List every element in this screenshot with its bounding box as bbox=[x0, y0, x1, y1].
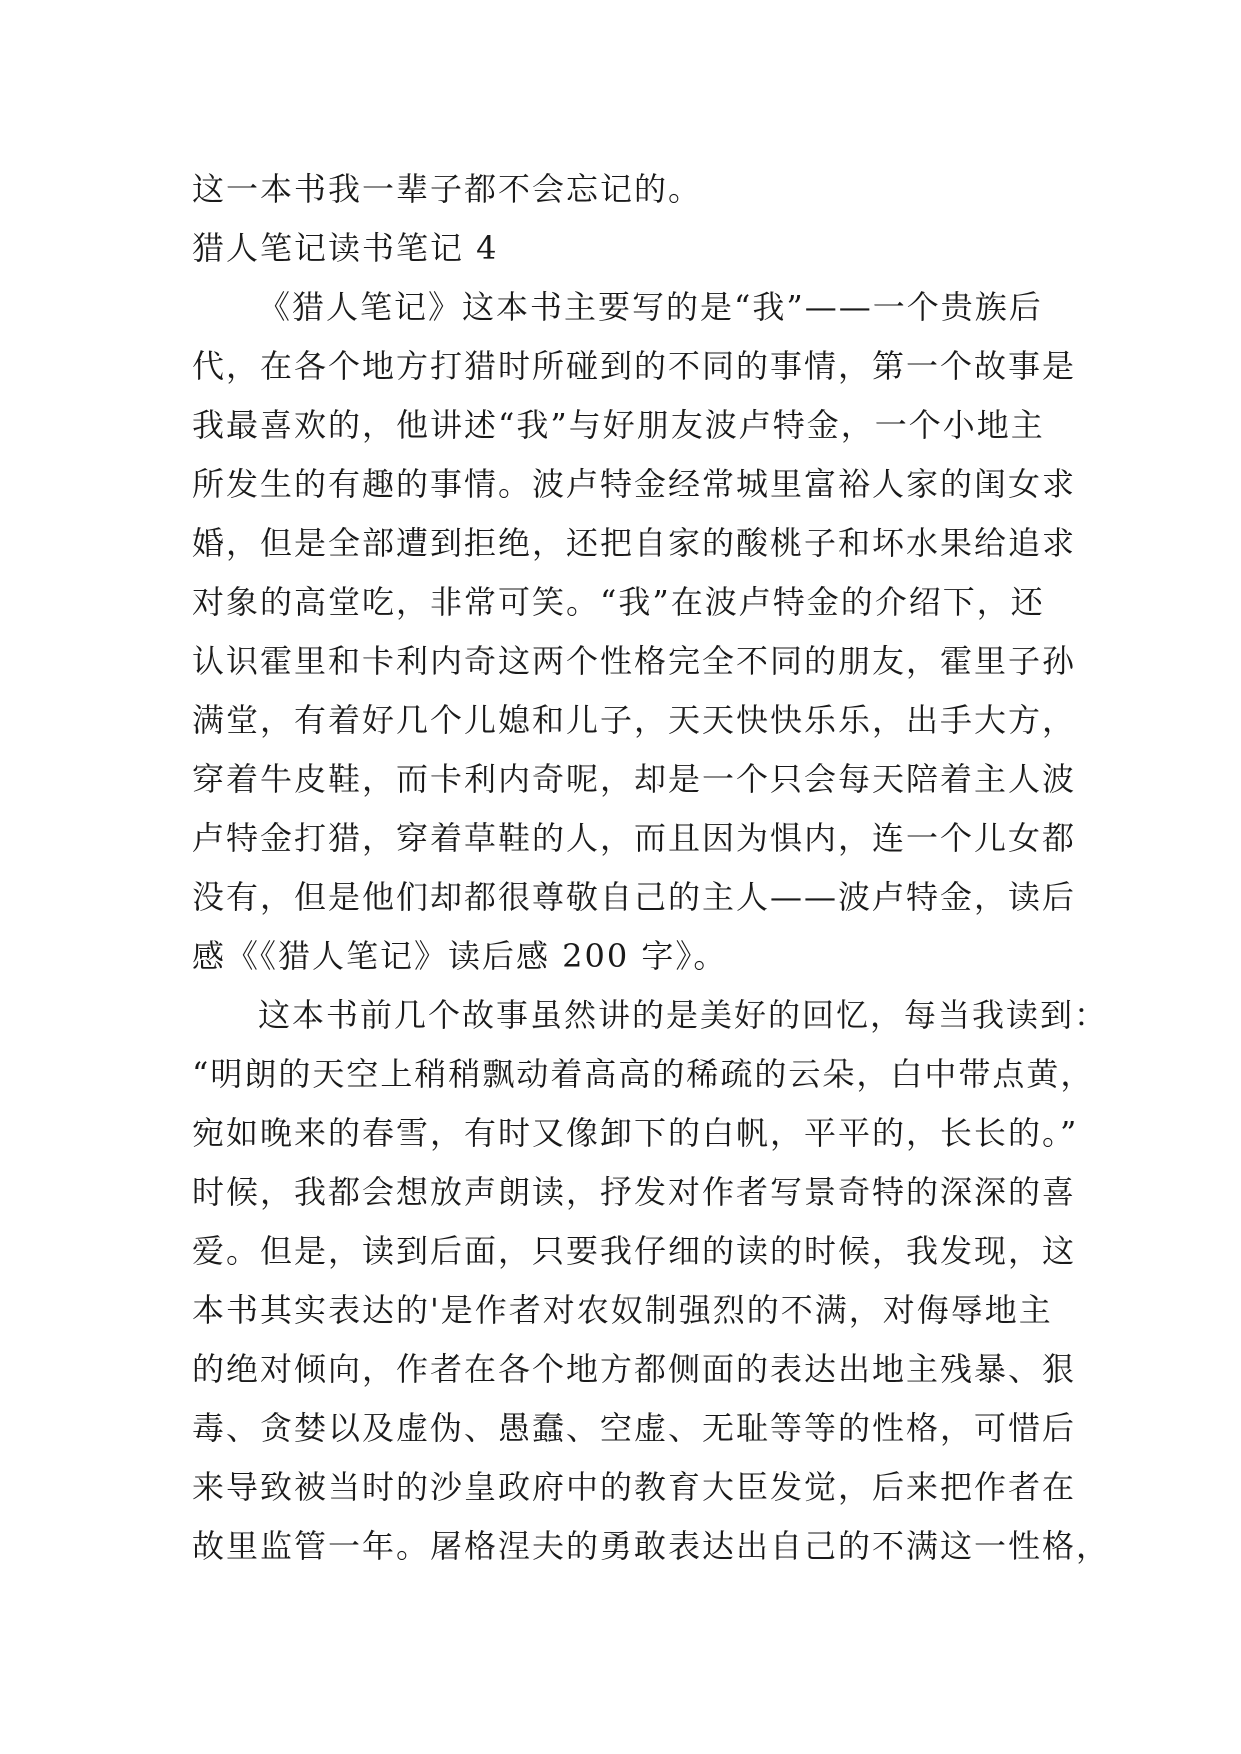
paragraph-first-line: 这本书前几个故事虽然讲的是美好的回忆，每当我读到： bbox=[258, 996, 1109, 1034]
text-line: 来导致被当时的沙皇政府中的教育大臣发觉，后来把作者在 bbox=[192, 1468, 1077, 1506]
text-line: 时候，我都会想放声朗读，抒发对作者写景奇特的深深的喜 bbox=[192, 1173, 1077, 1211]
text-line: 的绝对倾向，作者在各个地方都侧面的表达出地主残暴、狠 bbox=[192, 1350, 1077, 1388]
text-line: 宛如晚来的春雪，有时又像卸下的白帆，平平的，长长的。” bbox=[192, 1114, 1079, 1152]
text-line: 婚，但是全部遭到拒绝，还把自家的酸桃子和坏水果给追求 bbox=[192, 524, 1077, 562]
text-line: 认识霍里和卡利内奇这两个性格完全不同的朋友，霍里子孙 bbox=[192, 642, 1077, 680]
document-body bbox=[192, 160, 1111, 1576]
text-line: 这一本书我一辈子都不会忘记的。 bbox=[192, 170, 703, 208]
text-line: 满堂，有着好几个儿媳和儿子，天天快快乐乐，出手大方， bbox=[192, 701, 1077, 739]
paragraph-first-line: 《猎人笔记》这本书主要写的是“我”——一个贵族后 bbox=[258, 288, 1043, 326]
text-line: 爱。但是，读到后面，只要我仔细的读的时候，我发现，这 bbox=[192, 1232, 1077, 1270]
text-line: 代，在各个地方打猎时所碰到的不同的事情，第一个故事是 bbox=[192, 347, 1077, 385]
text-line: 穿着牛皮鞋，而卡利内奇呢，却是一个只会每天陪着主人波 bbox=[192, 760, 1077, 798]
text-line: 本书其实表达的'是作者对农奴制强烈的不满，对侮辱地主 bbox=[192, 1291, 1053, 1329]
text-line: 对象的高堂吃，非常可笑。“我”在波卢特金的介绍下，还 bbox=[192, 583, 1045, 621]
text-line: 毒、贪婪以及虚伪、愚蠢、空虚、无耻等等的性格，可惜后 bbox=[192, 1409, 1077, 1447]
section-heading: 猎人笔记读书笔记 4 bbox=[192, 229, 499, 267]
text-line: 故里监管一年。屠格涅夫的勇敢表达出自己的不满这一性格， bbox=[192, 1527, 1111, 1565]
text-line: “明朗的天空上稍稍飘动着高高的稀疏的云朵，白中带点黄， bbox=[192, 1055, 1095, 1093]
text-line: 我最喜欢的，他讲述“我”与好朋友波卢特金，一个小地主 bbox=[192, 406, 1045, 444]
text-line: 所发生的有趣的事情。波卢特金经常城里富裕人家的闺女求 bbox=[192, 465, 1077, 503]
text-line: 感《《猎人笔记》读后感 200 字》。 bbox=[192, 937, 728, 975]
text-line: 卢特金打猎，穿着草鞋的人，而且因为惧内，连一个儿女都 bbox=[192, 819, 1077, 857]
text-line: 没有，但是他们却都很尊敬自己的主人——波卢特金，读后 bbox=[192, 878, 1077, 916]
